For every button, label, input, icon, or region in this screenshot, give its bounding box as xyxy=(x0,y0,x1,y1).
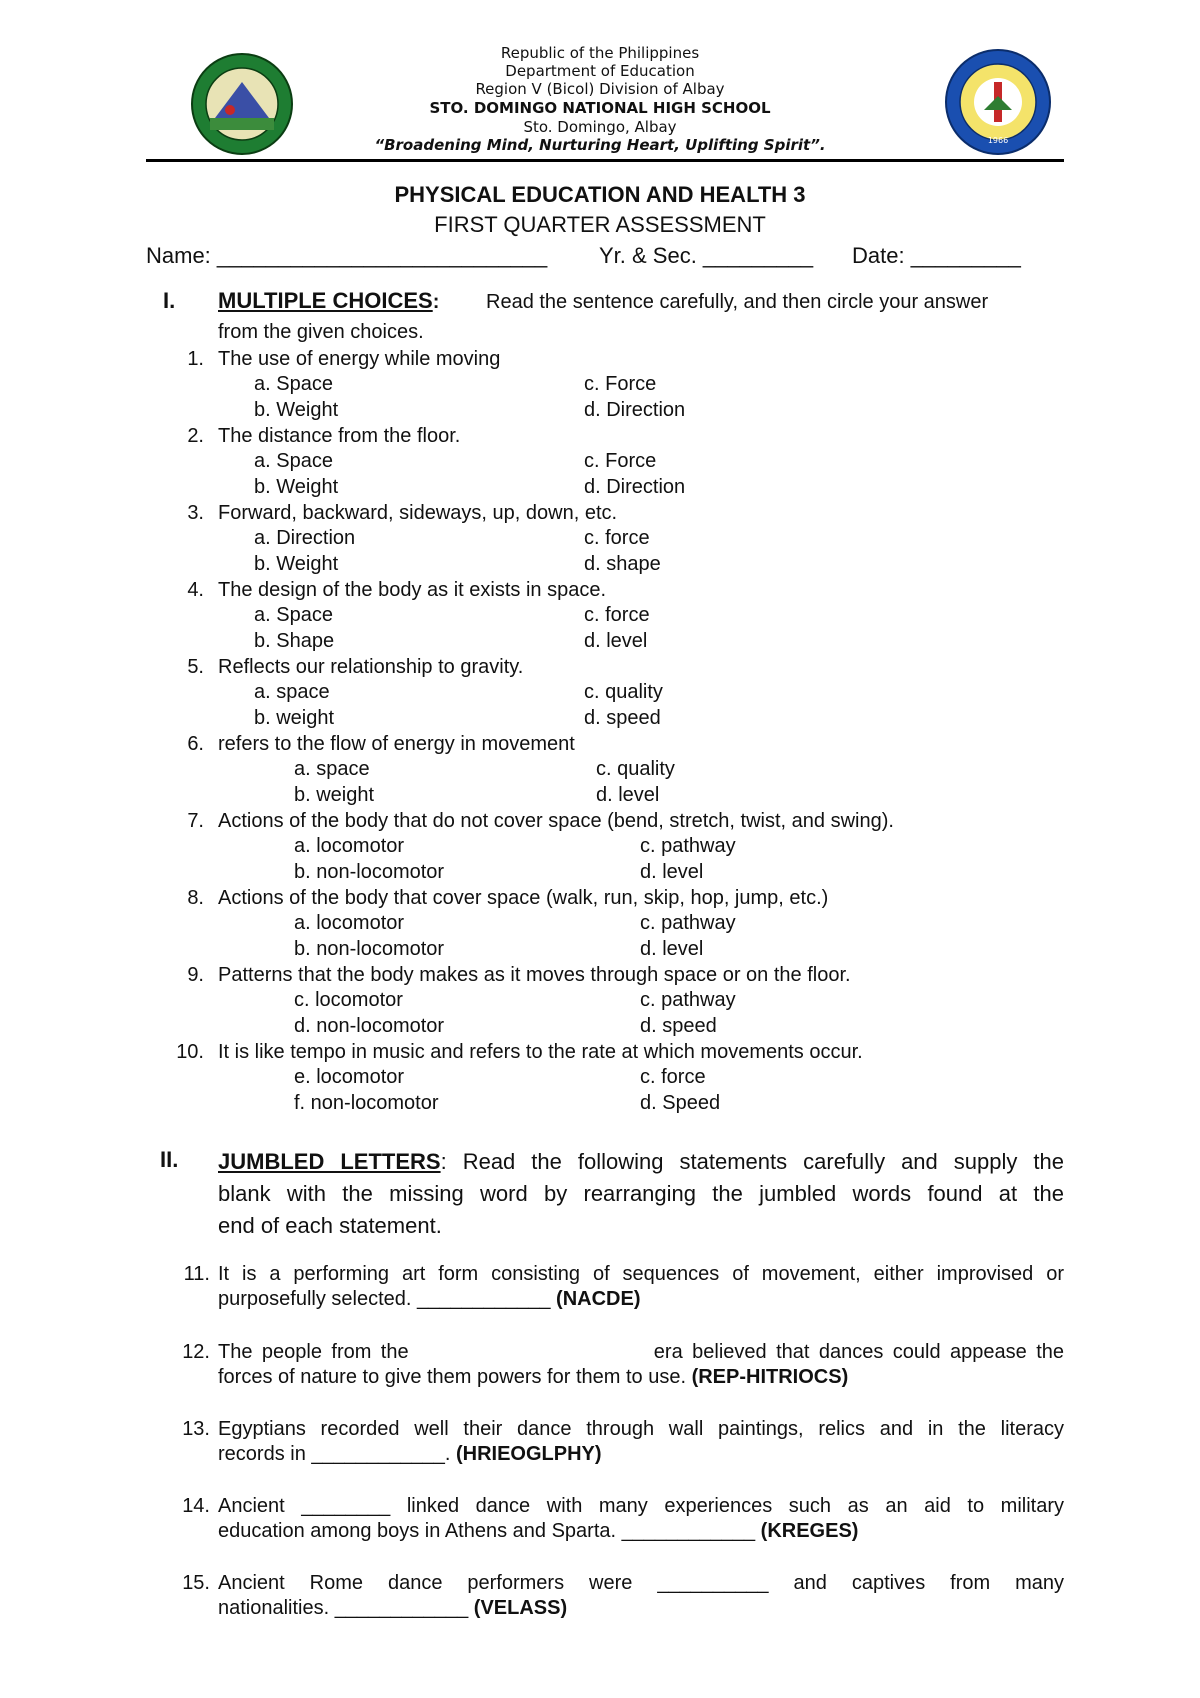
item-number: 15. xyxy=(182,1572,210,1594)
choice-a[interactable]: a. Direction xyxy=(254,527,356,549)
item-number: 12. xyxy=(182,1341,210,1363)
choice-c[interactable]: c. quality xyxy=(584,681,663,703)
part-1-instruction-a: Read the sentence carefully, and then circle your answer xyxy=(486,291,989,313)
item-statement-text: purposefully selected. ____________ xyxy=(218,1288,557,1310)
school-location: Sto. Domingo, Albay xyxy=(523,118,677,136)
item-number: 11. xyxy=(183,1263,210,1285)
choice-b[interactable]: b. non-locomotor xyxy=(294,861,445,883)
item-statement-text: nationalities. ____________ xyxy=(218,1597,474,1619)
choice-b[interactable]: d. non-locomotor xyxy=(294,1015,445,1037)
jumbled-word-clue: (NACDE) xyxy=(556,1288,641,1310)
question-number: 2. xyxy=(187,425,204,447)
part-2-instruction-b: blank with the missing word by rearranging the jumbled words found at the xyxy=(218,1181,1064,1206)
jumbled-word-clue: (HRIEOGLPHY) xyxy=(455,1443,602,1465)
question-number: 8. xyxy=(187,887,204,909)
choice-b[interactable]: b. Weight xyxy=(254,553,339,575)
choice-a[interactable]: a. Space xyxy=(254,450,333,472)
choice-d[interactable]: d. Direction xyxy=(584,399,686,421)
choice-c[interactable]: c. pathway xyxy=(640,989,736,1011)
school-founding-year: 1966 xyxy=(987,136,1009,145)
choice-c[interactable]: c. quality xyxy=(596,758,675,780)
part-1-instruction-b: from the given choices. xyxy=(218,321,424,343)
part-2-heading xyxy=(218,1146,1064,1242)
question-number: 3. xyxy=(187,502,204,524)
question-stem: Reflects our relationship to gravity. xyxy=(218,656,524,678)
choice-a[interactable]: c. locomotor xyxy=(294,989,403,1011)
part-1-heading xyxy=(218,289,1064,314)
item-statement-text: education among boys in Athens and Sparta. ____________ xyxy=(218,1520,761,1542)
choice-d[interactable]: d. level xyxy=(596,784,660,806)
choice-a[interactable]: a. Space xyxy=(254,373,333,395)
choice-b[interactable]: b. weight xyxy=(294,784,375,806)
date-field[interactable]: Date: _________ xyxy=(852,243,1021,268)
question-stem: It is like tempo in music and refers to the rate at which movements occur. xyxy=(218,1041,863,1063)
choice-b[interactable]: b. non-locomotor xyxy=(294,938,445,960)
question-number: 1. xyxy=(187,348,204,370)
choice-d[interactable]: d. Direction xyxy=(584,476,686,498)
jumbled-word-clue: (REP-HITRIOCS) xyxy=(691,1366,849,1388)
choice-d[interactable]: d. shape xyxy=(584,553,661,575)
school-motto: “Broadening Mind, Nurturing Heart, Uplifting Spirit”. xyxy=(374,136,826,154)
item-statement-line-2 xyxy=(218,1365,848,1389)
item-number: 13. xyxy=(182,1418,210,1440)
choice-b[interactable]: b. Shape xyxy=(254,630,335,652)
header-line-department: Department of Education xyxy=(505,62,695,80)
choice-d[interactable]: d. Speed xyxy=(640,1092,721,1114)
header-line-region: Region V (Bicol) Division of Albay xyxy=(475,80,725,98)
choice-b[interactable]: b. Weight xyxy=(254,399,339,421)
question-number: 6. xyxy=(187,733,204,755)
item-statement-line-1: Ancient Rome dance performers were __________ and captives from many xyxy=(218,1572,1064,1594)
choice-a[interactable]: a. locomotor xyxy=(294,912,405,934)
question-stem: Actions of the body that cover space (walk, run, skip, hop, jump, etc.) xyxy=(218,887,829,909)
item-statement-line-2 xyxy=(218,1519,858,1543)
item-statement-line-1: It is a performing art form consisting of sequences of movement, either improvised or xyxy=(218,1263,1064,1285)
choice-a[interactable]: a. locomotor xyxy=(294,835,405,857)
jumbled-word-clue: (VELASS) xyxy=(473,1597,568,1619)
question-number: 10. xyxy=(176,1041,204,1063)
choice-d[interactable]: d. level xyxy=(584,630,648,652)
part-2-heading-line-1 xyxy=(218,1146,1064,1178)
choice-a[interactable]: a. Space xyxy=(254,604,333,626)
question-number: 4. xyxy=(187,579,204,601)
jumbled-word-clue: (KREGES) xyxy=(760,1520,859,1542)
question-stem: The design of the body as it exists in space. xyxy=(218,579,606,601)
choice-c[interactable]: c. force xyxy=(584,604,650,626)
choice-c[interactable]: c. pathway xyxy=(640,912,736,934)
item-statement-line-2 xyxy=(218,1287,640,1311)
choice-b[interactable]: f. non-locomotor xyxy=(294,1092,439,1114)
school-name: STO. DOMINGO NATIONAL HIGH SCHOOL xyxy=(429,99,771,117)
item-statement-line-1: Egyptians recorded well their dance through wall paintings, relics and in the literacy xyxy=(218,1418,1064,1440)
choice-d[interactable]: d. speed xyxy=(640,1015,717,1037)
page-subtitle: FIRST QUARTER ASSESSMENT xyxy=(434,212,766,237)
header-divider xyxy=(146,159,1064,162)
question-number: 5. xyxy=(187,656,204,678)
item-statement-line-2 xyxy=(218,1596,567,1620)
question-number: 7. xyxy=(187,810,204,832)
item-statement-line-1: Ancient ________ linked dance with many experiences such as an aid to military xyxy=(218,1495,1064,1517)
choice-c[interactable]: c. Force xyxy=(584,373,657,395)
choice-d[interactable]: d. level xyxy=(640,861,704,883)
choice-a[interactable]: e. locomotor xyxy=(294,1066,405,1088)
header-line-republic: Republic of the Philippines xyxy=(500,44,700,62)
choice-c[interactable]: c. force xyxy=(640,1066,706,1088)
part-1-numeral: I. xyxy=(163,288,176,313)
part-2-numeral: II. xyxy=(160,1147,179,1172)
question-stem: Patterns that the body makes as it moves through space or on the floor. xyxy=(218,964,851,986)
part-1-colon: : xyxy=(432,291,440,313)
question-stem: The distance from the floor. xyxy=(218,425,461,447)
part-2-instruction-c: end of each statement. xyxy=(218,1213,442,1238)
choice-b[interactable]: b. Weight xyxy=(254,476,339,498)
choice-a[interactable]: a. space xyxy=(254,681,330,703)
choice-d[interactable]: d. speed xyxy=(584,707,661,729)
part-2-instruction-a: : Read the following statements carefully and supply the xyxy=(440,1149,1064,1174)
part-1-title: MULTIPLE CHOICES xyxy=(218,288,433,313)
choice-c[interactable]: c. Force xyxy=(584,450,657,472)
question-stem: Actions of the body that do not cover space (bend, stretch, twist, and swing). xyxy=(218,810,894,832)
page-title: PHYSICAL EDUCATION AND HEALTH 3 xyxy=(394,182,806,207)
question-stem: Forward, backward, sideways, up, down, etc. xyxy=(218,502,618,524)
section-field[interactable]: Yr. & Sec. _________ xyxy=(599,243,814,268)
choice-d[interactable]: d. level xyxy=(640,938,704,960)
item-statement-line-1: The people from the era believed that dances could appease the xyxy=(218,1341,1064,1363)
choice-c[interactable]: c. pathway xyxy=(640,835,736,857)
question-number: 9. xyxy=(187,964,204,986)
item-statement-text: records in ____________. xyxy=(218,1443,456,1465)
item-statement-text: forces of nature to give them powers for them to use. xyxy=(218,1366,692,1388)
item-statement-line-2 xyxy=(218,1442,602,1466)
choice-a[interactable]: a. space xyxy=(294,758,370,780)
item-number: 14. xyxy=(182,1495,210,1517)
part-2-title: JUMBLED LETTERS xyxy=(218,1149,441,1174)
choice-c[interactable]: c. force xyxy=(584,527,650,549)
name-field[interactable]: Name: ___________________________ xyxy=(146,243,548,268)
choice-b[interactable]: b. weight xyxy=(254,707,335,729)
question-stem: refers to the flow of energy in movement xyxy=(218,733,575,755)
question-stem: The use of energy while moving xyxy=(218,348,501,370)
